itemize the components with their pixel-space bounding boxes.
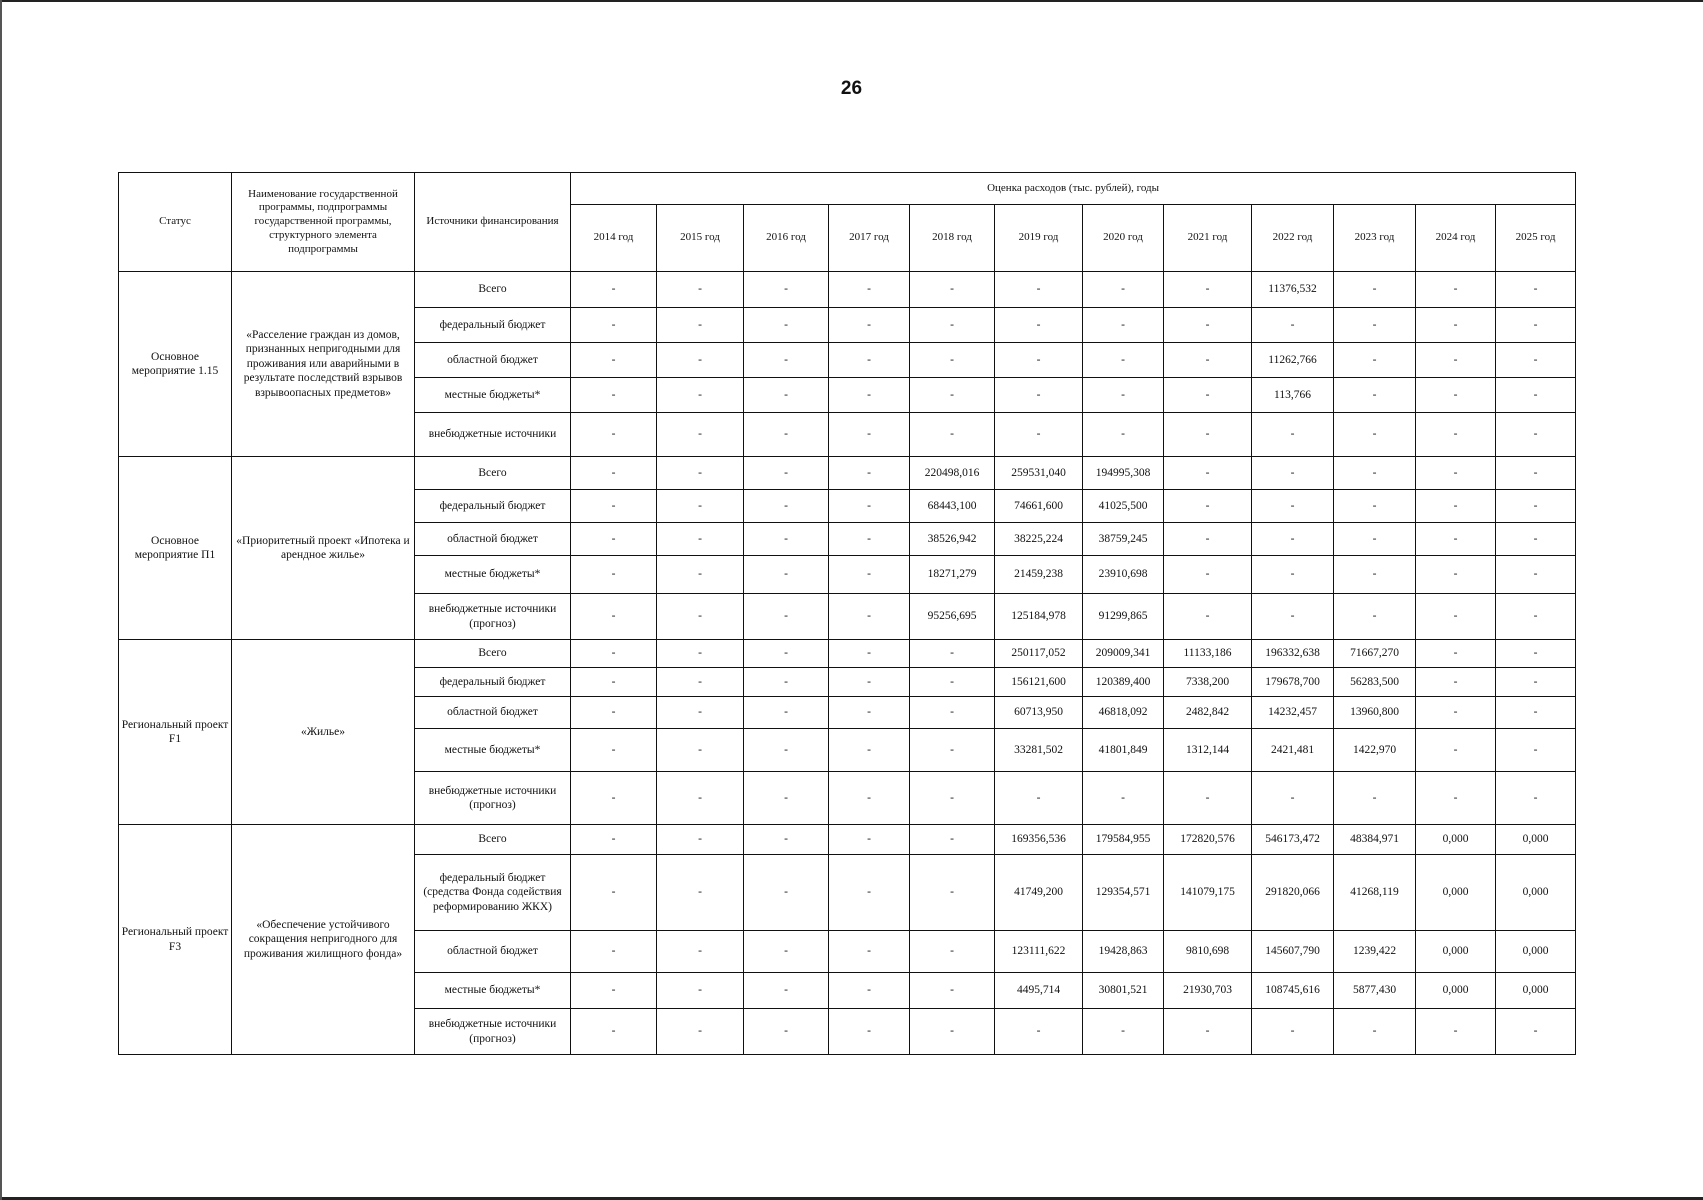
value-cell: - [1083, 308, 1164, 343]
value-cell: - [744, 855, 829, 931]
value-cell: - [657, 825, 744, 855]
value-cell: - [571, 490, 657, 523]
row-source: областной бюджет [415, 343, 571, 378]
value-cell: - [1334, 1009, 1416, 1055]
value-cell: 291820,066 [1252, 855, 1334, 931]
value-cell: - [829, 640, 910, 668]
value-cell: - [1334, 343, 1416, 378]
value-cell: - [1496, 772, 1576, 825]
value-cell: - [744, 973, 829, 1009]
value-cell: 33281,502 [995, 729, 1083, 772]
value-cell: - [1334, 272, 1416, 308]
value-cell: - [829, 556, 910, 594]
value-cell: - [744, 729, 829, 772]
value-cell: - [1334, 378, 1416, 413]
value-cell: - [829, 308, 910, 343]
value-cell: - [571, 640, 657, 668]
value-cell: - [829, 457, 910, 490]
table-row [119, 457, 1576, 490]
value-cell: - [1496, 490, 1576, 523]
value-cell: - [657, 855, 744, 931]
header-year: 2018 год [910, 205, 995, 272]
value-cell: - [1496, 668, 1576, 697]
value-cell: - [657, 1009, 744, 1055]
value-cell: - [1496, 343, 1576, 378]
value-cell: - [829, 594, 910, 640]
value-cell: - [657, 772, 744, 825]
value-cell: - [571, 772, 657, 825]
value-cell: - [571, 343, 657, 378]
header-year: 2023 год [1334, 205, 1416, 272]
header-year: 2021 год [1164, 205, 1252, 272]
value-cell: 209009,341 [1083, 640, 1164, 668]
value-cell: - [910, 772, 995, 825]
value-cell: 74661,600 [995, 490, 1083, 523]
value-cell: - [744, 668, 829, 697]
header-year: 2019 год [995, 205, 1083, 272]
value-cell: - [829, 1009, 910, 1055]
value-cell: - [1252, 413, 1334, 457]
value-cell: - [829, 378, 910, 413]
value-cell: - [910, 825, 995, 855]
header-year: 2020 год [1083, 205, 1164, 272]
value-cell: - [829, 772, 910, 825]
value-cell: 120389,400 [1083, 668, 1164, 697]
value-cell: - [1416, 729, 1496, 772]
value-cell: - [1252, 457, 1334, 490]
value-cell: - [744, 931, 829, 973]
value-cell: 9810,698 [1164, 931, 1252, 973]
header-year: 2016 год [744, 205, 829, 272]
value-cell: 250117,052 [995, 640, 1083, 668]
value-cell: - [829, 490, 910, 523]
value-cell: - [571, 729, 657, 772]
value-cell: - [1496, 556, 1576, 594]
value-cell: 0,000 [1496, 825, 1576, 855]
value-cell: - [657, 272, 744, 308]
value-cell: 18271,279 [910, 556, 995, 594]
value-cell: - [744, 772, 829, 825]
table-row [119, 272, 1576, 308]
value-cell: - [1496, 378, 1576, 413]
value-cell: 19428,863 [1083, 931, 1164, 973]
value-cell: 13960,800 [1334, 697, 1416, 729]
value-cell: - [995, 308, 1083, 343]
value-cell: - [1164, 378, 1252, 413]
value-cell: - [657, 668, 744, 697]
value-cell: 1312,144 [1164, 729, 1252, 772]
value-cell: 60713,950 [995, 697, 1083, 729]
row-source: внебюджетные источники (прогноз) [415, 594, 571, 640]
value-cell: 169356,536 [995, 825, 1083, 855]
value-cell: - [1334, 556, 1416, 594]
value-cell: - [657, 490, 744, 523]
value-cell: 179678,700 [1252, 668, 1334, 697]
value-cell: - [1083, 1009, 1164, 1055]
page-border-left [0, 0, 2, 1200]
header-sources: Источники финансирования [415, 173, 571, 272]
value-cell: - [571, 378, 657, 413]
value-cell: - [829, 855, 910, 931]
value-cell: - [1416, 457, 1496, 490]
value-cell: 7338,200 [1164, 668, 1252, 697]
value-cell: 141079,175 [1164, 855, 1252, 931]
value-cell: 0,000 [1496, 931, 1576, 973]
header-year: 2015 год [657, 205, 744, 272]
value-cell: - [1496, 729, 1576, 772]
header-year: 2022 год [1252, 205, 1334, 272]
value-cell: - [829, 973, 910, 1009]
value-cell: - [829, 413, 910, 457]
value-cell: - [1496, 308, 1576, 343]
value-cell: - [744, 490, 829, 523]
value-cell: - [1496, 457, 1576, 490]
value-cell: 129354,571 [1083, 855, 1164, 931]
value-cell: 91299,865 [1083, 594, 1164, 640]
value-cell: 1239,422 [1334, 931, 1416, 973]
value-cell: - [744, 457, 829, 490]
value-cell: - [657, 523, 744, 556]
value-cell: - [829, 343, 910, 378]
value-cell: 95256,695 [910, 594, 995, 640]
value-cell: - [1416, 343, 1496, 378]
table-row [119, 825, 1576, 855]
value-cell: - [1334, 413, 1416, 457]
value-cell: - [910, 729, 995, 772]
value-cell: - [571, 594, 657, 640]
value-cell: - [744, 556, 829, 594]
value-cell: - [571, 668, 657, 697]
row-source: федеральный бюджет [415, 668, 571, 697]
value-cell: 41801,849 [1083, 729, 1164, 772]
value-cell: 196332,638 [1252, 640, 1334, 668]
value-cell: - [657, 378, 744, 413]
value-cell: - [910, 931, 995, 973]
value-cell: - [1252, 772, 1334, 825]
value-cell: 5877,430 [1334, 973, 1416, 1009]
value-cell: - [571, 272, 657, 308]
row-source: федеральный бюджет (средства Фонда содействия реформированию ЖКХ) [415, 855, 571, 931]
value-cell: - [910, 697, 995, 729]
value-cell: - [744, 308, 829, 343]
value-cell: - [1496, 697, 1576, 729]
value-cell: - [1164, 523, 1252, 556]
value-cell: 546173,472 [1252, 825, 1334, 855]
value-cell: 194995,308 [1083, 457, 1164, 490]
value-cell: - [1496, 1009, 1576, 1055]
value-cell: 11133,186 [1164, 640, 1252, 668]
value-cell: - [744, 272, 829, 308]
value-cell: - [995, 1009, 1083, 1055]
value-cell: - [1496, 523, 1576, 556]
value-cell: - [829, 668, 910, 697]
value-cell: - [1252, 556, 1334, 594]
value-cell: - [1334, 308, 1416, 343]
value-cell: - [657, 640, 744, 668]
value-cell: 41025,500 [1083, 490, 1164, 523]
value-cell: - [910, 272, 995, 308]
page-number: 26 [840, 78, 863, 99]
value-cell: - [571, 825, 657, 855]
row-source: внебюджетные источники (прогноз) [415, 1009, 571, 1055]
row-source: местные бюджеты* [415, 973, 571, 1009]
value-cell: - [1164, 490, 1252, 523]
value-cell: - [744, 697, 829, 729]
row-source: областной бюджет [415, 697, 571, 729]
value-cell: - [1083, 772, 1164, 825]
value-cell: - [995, 378, 1083, 413]
value-cell: 220498,016 [910, 457, 995, 490]
row-source: Всего [415, 272, 571, 308]
value-cell: - [1083, 272, 1164, 308]
row-source: областной бюджет [415, 931, 571, 973]
value-cell: - [829, 523, 910, 556]
value-cell: - [571, 457, 657, 490]
value-cell: - [1496, 640, 1576, 668]
value-cell: 48384,971 [1334, 825, 1416, 855]
value-cell: - [1164, 457, 1252, 490]
header-estimate: Оценка расходов (тыс. рублей), годы [571, 173, 1576, 205]
value-cell: - [1416, 378, 1496, 413]
row-program-name: «Приоритетный проект «Ипотека и арендное жилье» [232, 457, 415, 640]
value-cell: - [657, 931, 744, 973]
value-cell: - [657, 697, 744, 729]
value-cell: 2421,481 [1252, 729, 1334, 772]
page-border-top [0, 0, 1703, 2]
row-status: Основное мероприятие П1 [119, 457, 232, 640]
value-cell: - [744, 378, 829, 413]
row-status: Региональный проект F3 [119, 825, 232, 1055]
value-cell: 56283,500 [1334, 668, 1416, 697]
value-cell: 11262,766 [1252, 343, 1334, 378]
value-cell: - [571, 697, 657, 729]
value-cell: - [1334, 772, 1416, 825]
value-cell: 0,000 [1416, 973, 1496, 1009]
value-cell: - [1252, 308, 1334, 343]
value-cell: 41268,119 [1334, 855, 1416, 931]
value-cell: - [1416, 772, 1496, 825]
value-cell: 259531,040 [995, 457, 1083, 490]
value-cell: - [657, 343, 744, 378]
value-cell: - [995, 272, 1083, 308]
value-cell: - [1416, 523, 1496, 556]
value-cell: 108745,616 [1252, 973, 1334, 1009]
value-cell: - [910, 640, 995, 668]
value-cell: 2482,842 [1164, 697, 1252, 729]
value-cell: - [1416, 490, 1496, 523]
value-cell: 0,000 [1416, 931, 1496, 973]
value-cell: 0,000 [1416, 855, 1496, 931]
value-cell: - [1334, 490, 1416, 523]
value-cell: - [1164, 594, 1252, 640]
row-source: Всего [415, 457, 571, 490]
value-cell: 113,766 [1252, 378, 1334, 413]
table-body [119, 272, 1576, 1055]
row-program-name: «Обеспечение устойчивого сокращения непригодного для проживания жилищного фонда» [232, 825, 415, 1055]
value-cell: - [1334, 594, 1416, 640]
value-cell: 4495,714 [995, 973, 1083, 1009]
value-cell: - [571, 855, 657, 931]
value-cell: 30801,521 [1083, 973, 1164, 1009]
value-cell: - [995, 772, 1083, 825]
value-cell: - [1164, 343, 1252, 378]
value-cell: - [995, 413, 1083, 457]
value-cell: - [1416, 668, 1496, 697]
value-cell: - [571, 973, 657, 1009]
row-source: местные бюджеты* [415, 378, 571, 413]
value-cell: - [1416, 640, 1496, 668]
value-cell: - [657, 556, 744, 594]
value-cell: 156121,600 [995, 668, 1083, 697]
value-cell: 125184,978 [995, 594, 1083, 640]
value-cell: - [910, 343, 995, 378]
value-cell: - [1252, 594, 1334, 640]
value-cell: 179584,955 [1083, 825, 1164, 855]
header-year: 2024 год [1416, 205, 1496, 272]
value-cell: 38526,942 [910, 523, 995, 556]
row-source: областной бюджет [415, 523, 571, 556]
value-cell: - [829, 697, 910, 729]
value-cell: 145607,790 [1252, 931, 1334, 973]
value-cell: 172820,576 [1164, 825, 1252, 855]
value-cell: 0,000 [1496, 973, 1576, 1009]
value-cell: 123111,622 [995, 931, 1083, 973]
value-cell: 0,000 [1496, 855, 1576, 931]
row-source: федеральный бюджет [415, 490, 571, 523]
value-cell: - [1416, 308, 1496, 343]
row-program-name: «Расселение граждан из домов, признанных непригодными для проживания или аварийными в результате последствий взрывов взрывоопасных предметов» [232, 272, 415, 457]
value-cell: - [910, 668, 995, 697]
value-cell: - [657, 457, 744, 490]
value-cell: - [571, 931, 657, 973]
value-cell: 21930,703 [1164, 973, 1252, 1009]
row-source: местные бюджеты* [415, 729, 571, 772]
value-cell: 41749,200 [995, 855, 1083, 931]
value-cell: - [910, 378, 995, 413]
value-cell: - [571, 1009, 657, 1055]
row-source: Всего [415, 640, 571, 668]
value-cell: - [744, 825, 829, 855]
value-cell: - [910, 308, 995, 343]
row-source: местные бюджеты* [415, 556, 571, 594]
value-cell: 1422,970 [1334, 729, 1416, 772]
value-cell: - [744, 343, 829, 378]
value-cell: - [1083, 378, 1164, 413]
row-source: Всего [415, 825, 571, 855]
value-cell: - [1252, 490, 1334, 523]
value-cell: - [910, 973, 995, 1009]
row-status: Основное мероприятие 1.15 [119, 272, 232, 457]
value-cell: - [1334, 457, 1416, 490]
value-cell: - [910, 1009, 995, 1055]
value-cell: 21459,238 [995, 556, 1083, 594]
value-cell: 38225,224 [995, 523, 1083, 556]
value-cell: - [657, 413, 744, 457]
value-cell: - [829, 931, 910, 973]
row-program-name: «Жилье» [232, 640, 415, 825]
value-cell: - [1496, 272, 1576, 308]
value-cell: - [1252, 1009, 1334, 1055]
value-cell: - [1164, 556, 1252, 594]
value-cell: - [1164, 272, 1252, 308]
row-source: внебюджетные источники [415, 413, 571, 457]
value-cell: - [1416, 413, 1496, 457]
value-cell: - [829, 825, 910, 855]
header-status: Статус [119, 173, 232, 272]
row-source: федеральный бюджет [415, 308, 571, 343]
row-source: внебюджетные источники (прогноз) [415, 772, 571, 825]
value-cell: - [571, 413, 657, 457]
value-cell: - [657, 973, 744, 1009]
value-cell: - [1252, 523, 1334, 556]
value-cell: - [829, 272, 910, 308]
budget-table [118, 172, 1576, 1055]
value-cell: - [1164, 772, 1252, 825]
value-cell: 68443,100 [910, 490, 995, 523]
value-cell: - [1164, 1009, 1252, 1055]
value-cell: - [571, 556, 657, 594]
value-cell: - [657, 308, 744, 343]
value-cell: - [744, 640, 829, 668]
value-cell: - [657, 729, 744, 772]
value-cell: 0,000 [1416, 825, 1496, 855]
value-cell: - [1416, 697, 1496, 729]
value-cell: - [1083, 343, 1164, 378]
value-cell: - [995, 343, 1083, 378]
value-cell: - [744, 523, 829, 556]
value-cell: - [1416, 556, 1496, 594]
value-cell: - [1164, 308, 1252, 343]
value-cell: - [1083, 413, 1164, 457]
value-cell: 11376,532 [1252, 272, 1334, 308]
value-cell: 38759,245 [1083, 523, 1164, 556]
value-cell: - [1416, 594, 1496, 640]
header-year: 2014 год [571, 205, 657, 272]
value-cell: - [744, 1009, 829, 1055]
value-cell: - [910, 855, 995, 931]
value-cell: - [1164, 413, 1252, 457]
value-cell: - [744, 594, 829, 640]
value-cell: - [1416, 272, 1496, 308]
value-cell: - [1496, 594, 1576, 640]
row-status: Региональный проект F1 [119, 640, 232, 825]
value-cell: - [571, 308, 657, 343]
value-cell: - [1496, 413, 1576, 457]
value-cell: - [571, 523, 657, 556]
header-year: 2017 год [829, 205, 910, 272]
value-cell: 23910,698 [1083, 556, 1164, 594]
value-cell: - [910, 413, 995, 457]
value-cell: 46818,092 [1083, 697, 1164, 729]
value-cell: 71667,270 [1334, 640, 1416, 668]
value-cell: - [744, 413, 829, 457]
value-cell: - [1334, 523, 1416, 556]
value-cell: - [829, 729, 910, 772]
value-cell: - [1416, 1009, 1496, 1055]
header-name: Наименование государственной программы, подпрограммы государственной программы, структурного элемента подпрограммы [232, 173, 415, 272]
table-row [119, 640, 1576, 668]
value-cell: - [657, 594, 744, 640]
header-year: 2025 год [1496, 205, 1576, 272]
value-cell: 14232,457 [1252, 697, 1334, 729]
